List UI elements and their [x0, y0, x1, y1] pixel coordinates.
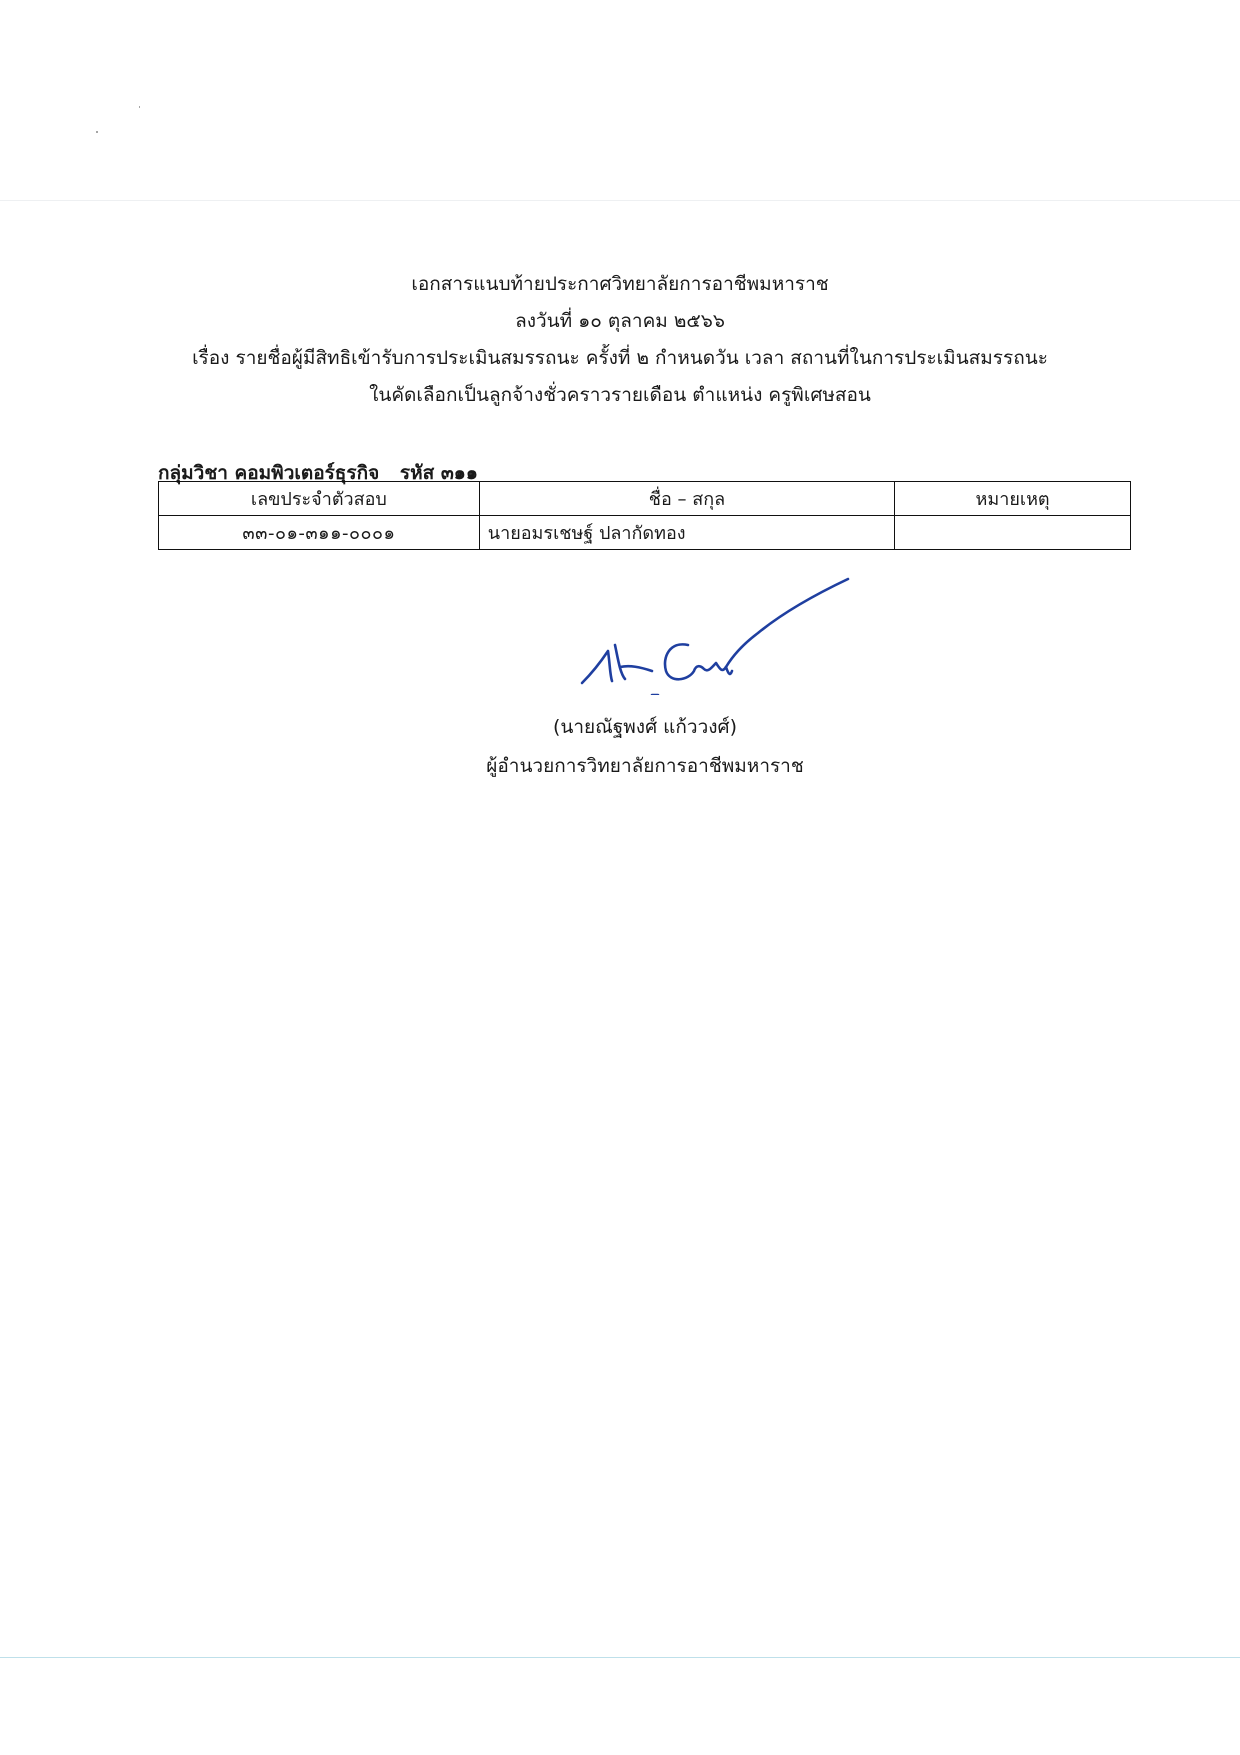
- header-title: เอกสารแนบท้ายประกาศวิทยาลัยการอาชีพมหาราช: [411, 273, 829, 295]
- document-header: [0, 266, 1240, 414]
- note-cell: [895, 516, 1131, 550]
- subject-group-code: รหัส ๓๑๑: [399, 462, 478, 484]
- column-header-name: ชื่อ – สกุล: [479, 482, 894, 516]
- column-header-note: หมายเหตุ: [895, 482, 1131, 516]
- signatory-title: ผู้อำนวยการวิทยาลัยการอาชีพมหาราช: [486, 755, 804, 777]
- candidate-name-cell: นายอมรเชษฐ์ ปลากัดทอง: [479, 516, 894, 550]
- table-row: [159, 516, 1131, 550]
- column-header-exam-id: เลขประจำตัวสอบ: [159, 482, 480, 516]
- subject-group-name: กลุ่มวิชา คอมพิวเตอร์ธุรกิจ: [158, 462, 380, 484]
- header-subject: เรื่อง รายชื่อผู้มีสิทธิเข้ารับการประเมินสมรรถนะ ครั้งที่ ๒ กำหนดวัน เวลา สถานที่ในการประเมินสมรรถนะ: [192, 347, 1048, 369]
- scan-artifact-line: [0, 1657, 1240, 1658]
- candidate-table: [158, 481, 1131, 550]
- signatory-name: (นายณัฐพงศ์ แก้ววงศ์): [552, 716, 738, 738]
- scan-artifact-line: [0, 200, 1240, 201]
- header-position: ในคัดเลือกเป็นลูกจ้างชั่วคราวรายเดือน ตำแหน่ง ครูพิเศษสอน: [369, 384, 871, 406]
- exam-id-cell: ๓๓-๐๑-๓๑๑-๐๐๐๑: [159, 516, 480, 550]
- table-header-row: [159, 482, 1131, 516]
- handwritten-signature: [570, 575, 860, 695]
- scan-speck: [139, 106, 140, 108]
- scan-speck: [96, 131, 98, 133]
- header-date: ลงวันที่ ๑๐ ตุลาคม ๒๕๖๖: [515, 310, 725, 332]
